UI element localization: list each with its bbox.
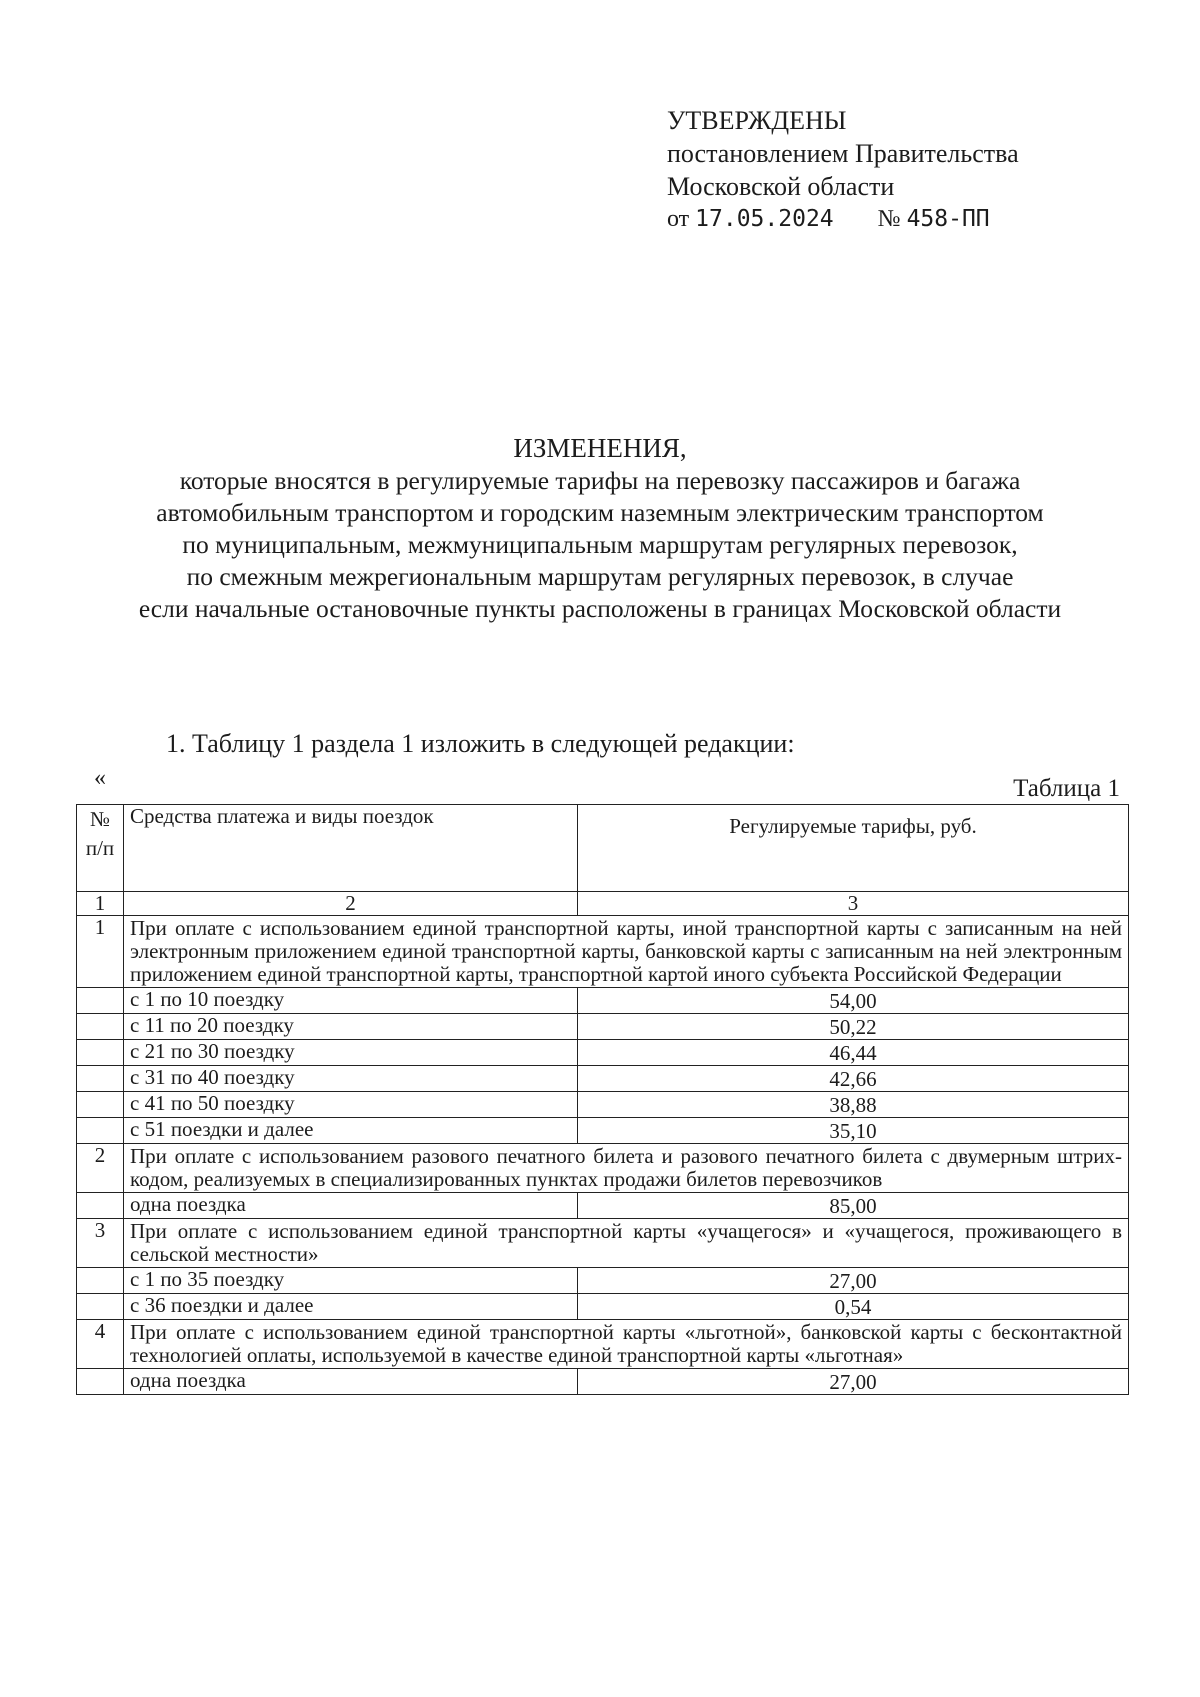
tariff-price: 38,88: [578, 1092, 1129, 1118]
table-header-row: [77, 805, 1129, 892]
tariff-price: 54,00: [578, 988, 1129, 1014]
empty-num-cell: [77, 1092, 124, 1118]
document-title: [60, 431, 1140, 625]
trip-range: с 41 по 50 поездку: [124, 1092, 578, 1118]
approval-issuer-line1: постановлением Правительства: [667, 139, 1019, 168]
group-description: При оплате с использованием разового печатного билета и разового печатного билета с двумерным штрих-кодом, реализуемых в специализированных пунктах продажи билетов перевозчиков: [124, 1144, 1129, 1193]
header-tariffs: Регулируемые тарифы, руб.: [578, 805, 1129, 892]
trip-range: с 36 поездки и далее: [124, 1294, 578, 1320]
tariff-row: [77, 1014, 1129, 1040]
empty-num-cell: [77, 988, 124, 1014]
trip-range: с 11 по 20 поездку: [124, 1014, 578, 1040]
tariff-row: [77, 1066, 1129, 1092]
tariff-price: 27,00: [578, 1369, 1129, 1395]
approval-date: 17.05.2024: [695, 206, 834, 232]
empty-num-cell: [77, 1014, 124, 1040]
tariff-row: [77, 1294, 1129, 1320]
tariff-row: [77, 1040, 1129, 1066]
tariff-price: 85,00: [578, 1193, 1129, 1219]
empty-num-cell: [77, 1040, 124, 1066]
approval-date-number: [667, 203, 1019, 236]
group-number: 4: [77, 1320, 124, 1369]
tariff-price: 35,10: [578, 1118, 1129, 1144]
approval-title: УТВЕРЖДЕНЫ: [667, 106, 847, 135]
trip-range: с 31 по 40 поездку: [124, 1066, 578, 1092]
tariff-row: [77, 1193, 1129, 1219]
group-row: [77, 1144, 1129, 1193]
group-row: [77, 1219, 1129, 1268]
tariffs-table: [76, 804, 1129, 1395]
trip-range: одна поездка: [124, 1193, 578, 1219]
group-number: 3: [77, 1219, 124, 1268]
opening-quote: «: [94, 765, 106, 791]
tariff-price: 42,66: [578, 1066, 1129, 1092]
trip-range: одна поездка: [124, 1369, 578, 1395]
tariff-row: [77, 1118, 1129, 1144]
approval-stamp: [667, 104, 1019, 236]
group-number: 1: [77, 916, 124, 988]
trip-range: с 1 по 35 поездку: [124, 1268, 578, 1294]
group-row: [77, 916, 1129, 988]
index-cell: 1: [77, 892, 124, 916]
group-description: При оплате с использованием единой транспортной карты «льготной», банковской карты с бесконтактной технологией оплаты, используемой в качестве единой транспортной карты «льготная»: [124, 1320, 1129, 1369]
tariff-row: [77, 1268, 1129, 1294]
empty-num-cell: [77, 1066, 124, 1092]
group-description: При оплате с использованием единой транспортной карты, иной транспортной карты с записанным на ней электронным приложением единой транспортной карты, банковской карты с записанным на ней электронным приложением единой транспортной карты, транспортной картой иного субъекта Российской Федерации: [124, 916, 1129, 988]
title-line: которые вносятся в регулируемые тарифы на перевозку пассажиров и багажа: [179, 466, 1021, 495]
tariff-price: 0,54: [578, 1294, 1129, 1320]
tariff-row: [77, 988, 1129, 1014]
empty-num-cell: [77, 1118, 124, 1144]
trip-range: с 1 по 10 поездку: [124, 988, 578, 1014]
title-line: по смежным межрегиональным маршрутам регулярных перевозок, в случае: [186, 562, 1014, 591]
title-heading: ИЗМЕНЕНИЯ,: [513, 433, 687, 463]
empty-num-cell: [77, 1369, 124, 1395]
title-line: если начальные остановочные пункты расположены в границах Московской области: [138, 594, 1062, 623]
empty-num-cell: [77, 1294, 124, 1320]
empty-num-cell: [77, 1193, 124, 1219]
tariff-price: 27,00: [578, 1268, 1129, 1294]
tariff-price: 50,22: [578, 1014, 1129, 1040]
title-line: по муниципальным, межмуниципальным маршрутам регулярных перевозок,: [182, 530, 1018, 559]
tariff-row: [77, 1369, 1129, 1395]
group-description: При оплате с использованием единой транспортной карты «учащегося» и «учащегося, проживающего в сельской местности»: [124, 1219, 1129, 1268]
group-number: 2: [77, 1144, 124, 1193]
tariff-row: [77, 1092, 1129, 1118]
table-caption: Таблица 1: [1013, 775, 1120, 802]
empty-num-cell: [77, 1268, 124, 1294]
approval-issuer-line2: Московской области: [667, 172, 895, 201]
group-row: [77, 1320, 1129, 1369]
date-prefix: от: [667, 206, 690, 232]
amendment-instruction: 1. Таблицу 1 раздела 1 изложить в следующей редакции:: [166, 729, 795, 758]
header-num: № п/п: [77, 805, 124, 892]
index-cell: 3: [578, 892, 1129, 916]
trip-range: с 51 поездки и далее: [124, 1118, 578, 1144]
table-index-row: [77, 892, 1129, 916]
approval-number: 458-ПП: [906, 206, 990, 232]
header-payment: Средства платежа и виды поездок: [124, 805, 578, 892]
tariff-price: 46,44: [578, 1040, 1129, 1066]
title-line: автомобильным транспортом и городским наземным электрическим транспортом: [156, 498, 1044, 527]
index-cell: 2: [124, 892, 578, 916]
number-sign: №: [877, 206, 901, 232]
trip-range: с 21 по 30 поездку: [124, 1040, 578, 1066]
